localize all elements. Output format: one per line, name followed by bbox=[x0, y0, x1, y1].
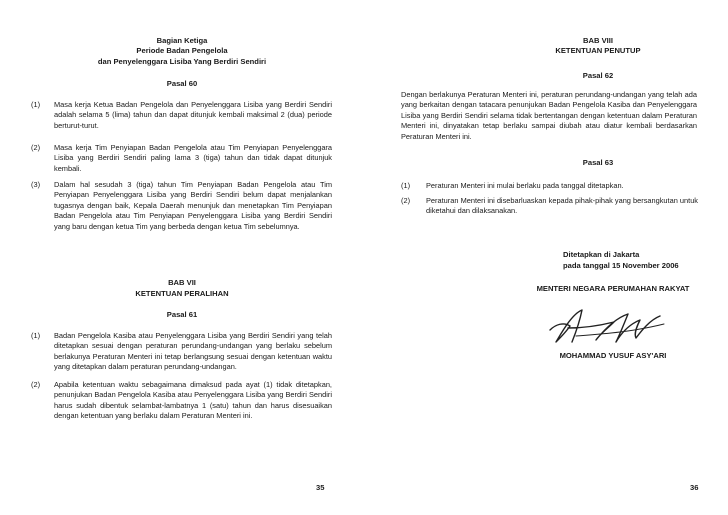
signer-name: MOHAMMAD YUSUF ASY'ARI bbox=[559, 351, 667, 360]
pasal-63-item-1: Peraturan Menteri ini mulai berlaku pada tanggal ditetapkan. bbox=[426, 181, 624, 190]
bab-7-title: BAB VII bbox=[168, 278, 196, 287]
item-number: (2) bbox=[401, 196, 411, 205]
pasal-63-heading: Pasal 63 bbox=[582, 158, 614, 167]
bab-8-title: BAB VIII bbox=[583, 36, 613, 45]
item-number: (3) bbox=[31, 180, 41, 189]
signing-place: Ditetapkan di Jakarta bbox=[563, 250, 640, 259]
page-number: 36 bbox=[690, 483, 699, 492]
item-number: (2) bbox=[31, 380, 41, 389]
item-number: (2) bbox=[31, 143, 41, 152]
right-page bbox=[364, 0, 728, 515]
signature-image bbox=[542, 302, 672, 350]
item-number: (1) bbox=[31, 331, 41, 340]
pasal-62-text: Dengan berlakunya Peraturan Menteri ini, peraturan perundang-undangan yang telah ada yang berkaitan dengan tatacara penunjukan Badan Pengelola Kasiba dan Penyelenggara Lisiba yang Berdiri Sendiri selama tidak bertentangan dengan ketentuan dalam Peraturan Menteri ini, dinyatakan tetap berlaku sampai diubah atau diatur kembali berdasarkan Peraturan Menteri ini. bbox=[401, 90, 697, 141]
pasal-61-item-2: Apabila ketentuan waktu sebagaimana dimaksud pada ayat (1) tidak ditetapkan, penunjukan Badan Pengelola Kasiba atau Penyelenggara Lisiba yang Berdiri Sendiri harus sudah dibentuk selambat-lambatnya 1 (satu) tahun dan harus disesuaikan dengan ketentuan yang berlaku dalam Peraturan Menteri ini. bbox=[54, 380, 332, 421]
bab-8-subtitle: KETENTUAN PENUTUP bbox=[555, 46, 641, 55]
item-number: (1) bbox=[31, 100, 41, 109]
pasal-61-item-1: Badan Pengelola Kasiba atau Penyelenggara Lisiba yang Berdiri Sendiri yang telah ditetapkan sesuai dengan peraturan perundang-undangan yang berlaku sebelum berlakunya Peraturan Menteri ini tetap berlangsung sesuai dengan ketentuan waktu yang ditetapkan dalam peraturan perundang-undangan. bbox=[54, 331, 332, 372]
minister-title: MENTERI NEGARA PERUMAHAN RAKYAT bbox=[536, 284, 690, 293]
part-heading-2: Periode Badan Pengelola bbox=[136, 46, 228, 55]
signing-date: pada tanggal 15 November 2006 bbox=[563, 261, 679, 270]
pasal-63-item-2: Peraturan Menteri ini disebarluaskan kepada pihak-pihak yang bersangkutan untuk diketahui dan dilaksanakan. bbox=[426, 196, 698, 216]
pasal-61-heading: Pasal 61 bbox=[166, 310, 198, 319]
item-number: (1) bbox=[401, 181, 411, 190]
pasal-60-item-3: Dalam hal sesudah 3 (tiga) tahun Tim Penyiapan Badan Pengelola atau Tim Penyiapan Penyelenggara Lisiba yang Berdiri Sendiri belum dapat menjalankan tugasnya dengan baik, Kepala Daerah menunjuk dan menetapkan Tim Penyiapan Badan Pengelola atau Tim Penyiapan Penyelenggara Lisiba yang Berdiri Sendiri yang baru dengan ketua Tim yang berbeda dengan ketua Tim sebelumnya. bbox=[54, 180, 332, 231]
part-heading-1: Bagian Ketiga bbox=[156, 36, 208, 45]
pasal-62-heading: Pasal 62 bbox=[582, 71, 614, 80]
pasal-60-item-1: Masa kerja Ketua Badan Pengelola dan Penyelenggara Lisiba yang Berdiri Sendiri adalah selama 5 (lima) tahun dan dapat ditunjuk kembali maksimal 2 (dua) periode berturut-turut. bbox=[54, 100, 332, 130]
pasal-60-item-2: Masa kerja Tim Penyiapan Badan Pengelola atau Tim Penyiapan Penyelenggara Lisiba yang Berdiri Sendiri paling lama 3 (tiga) tahun dan tidak dapat ditunjuk kembali. bbox=[54, 143, 332, 173]
pasal-60-heading: Pasal 60 bbox=[166, 79, 198, 88]
bab-7-subtitle: KETENTUAN PERALIHAN bbox=[135, 289, 229, 298]
part-heading-3: dan Penyelenggara Lisiba Yang Berdiri Sendiri bbox=[97, 57, 267, 66]
page-number: 35 bbox=[316, 483, 325, 492]
